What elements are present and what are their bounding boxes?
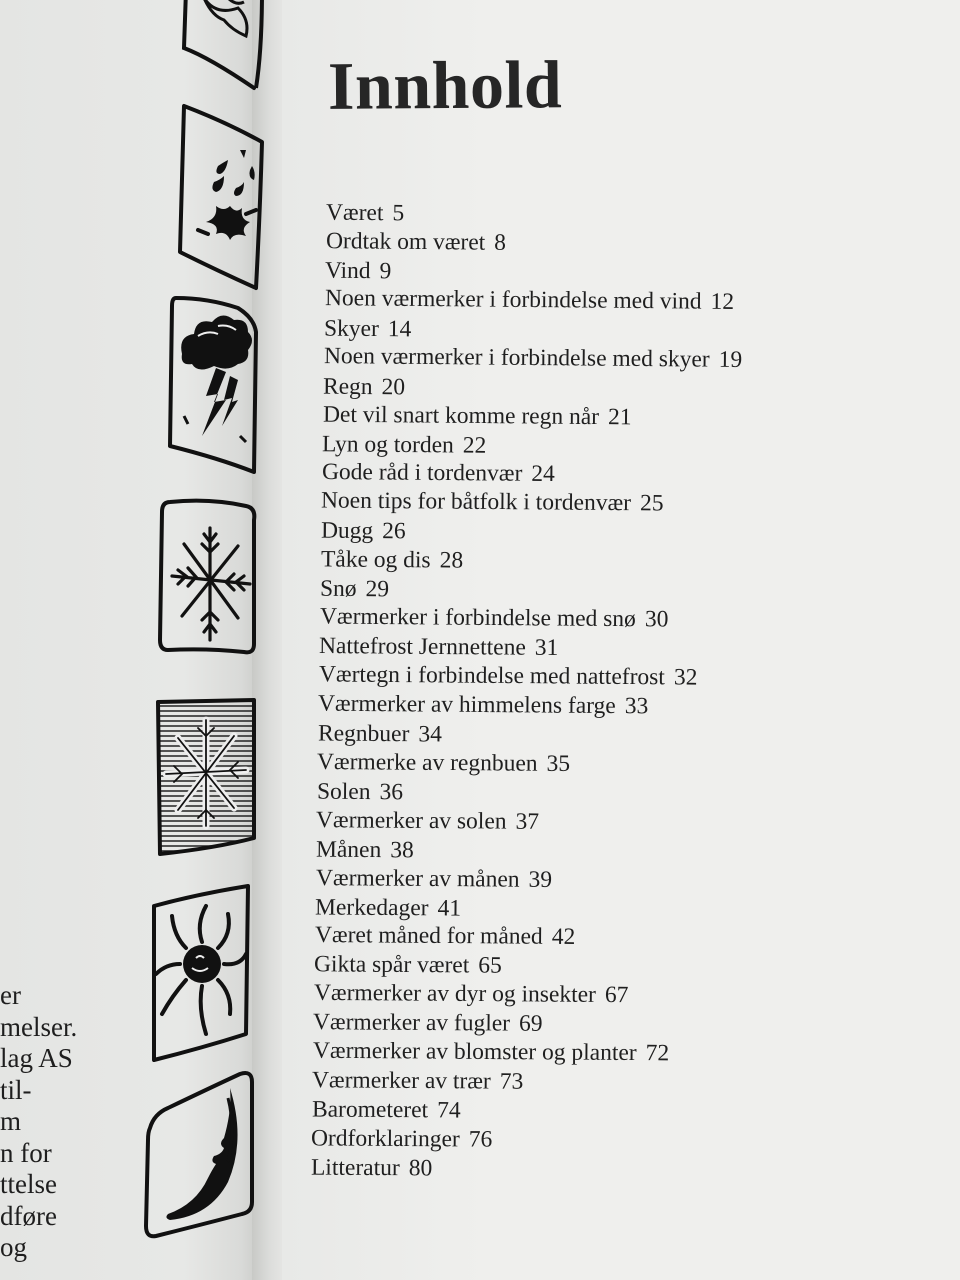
page-title: Innhold	[327, 46, 563, 124]
toc-entry	[312, 1097, 461, 1125]
toc-entry	[313, 1009, 543, 1038]
toc-entry	[316, 807, 539, 836]
toc-entry	[315, 922, 575, 951]
toc-entry	[311, 1125, 492, 1153]
thundercloud-lightning-icon	[168, 296, 260, 476]
toc-entry-page: 8	[493, 229, 506, 256]
left-page-line: dføre	[0, 1200, 57, 1231]
toc-entry-page: 38	[390, 836, 414, 864]
toc-entry-page: 26	[382, 518, 406, 545]
left-page-line: er	[0, 980, 21, 1010]
toc-entry	[314, 980, 629, 1009]
toc-entry	[311, 1155, 432, 1183]
toc-entry	[313, 1038, 669, 1068]
toc-entry-page: 25	[640, 490, 665, 517]
toc-entry	[322, 431, 487, 459]
toc-entry	[325, 258, 392, 286]
toc-entry-title: Værmerker av dyr og insekter	[313, 980, 596, 1009]
toc-entry	[317, 749, 570, 778]
toc-entry-title: Værmerker av trær	[312, 1067, 492, 1095]
toc-entry-title: Merkedager	[314, 893, 429, 921]
crescent-moon-icon	[144, 1070, 256, 1240]
toc-entry-title: Været	[325, 199, 384, 227]
left-page-text	[0, 980, 120, 1264]
toc-entry-page: 76	[469, 1126, 493, 1153]
toc-entry-title: Lyn og torden	[322, 430, 455, 458]
toc-entry-title: Værmerker i forbindelse med snø	[319, 603, 636, 633]
toc-entry	[325, 228, 505, 257]
toc-entry	[320, 604, 669, 634]
toc-entry	[315, 865, 551, 894]
toc-entry-page: 24	[531, 461, 555, 488]
toc-entry-page: 39	[528, 866, 552, 893]
toc-entry-page: 42	[551, 924, 575, 951]
toc-entry-title: Det vil snart komme regn når	[322, 401, 599, 430]
toc-entry-page: 20	[381, 373, 406, 400]
left-page-line: melser.	[0, 1011, 78, 1042]
toc-entry-title: Ordforklaringer	[311, 1125, 461, 1153]
toc-entry-title: Noen værmerker i forbindelse med skyer	[323, 342, 710, 373]
toc-entry	[320, 547, 462, 575]
toc-entry-title: Gikta spår været	[314, 951, 470, 979]
toc-entry	[324, 315, 412, 343]
toc-entry	[318, 720, 442, 748]
toc-entry-title: Solen	[316, 778, 371, 805]
toc-entry-title: Værmerker av månen	[315, 864, 520, 893]
toc-entry-page: 9	[379, 258, 392, 285]
toc-entry-title: Nattefrost Jernnettene	[319, 633, 527, 661]
weather-icon-column	[140, 0, 270, 1280]
toc-entry-page: 69	[519, 1010, 543, 1038]
left-page-line: m	[0, 1106, 22, 1136]
toc-entry	[320, 576, 389, 604]
toc-entry-page: 67	[604, 982, 629, 1009]
toc-entry-page: 31	[534, 634, 559, 662]
left-page-line: lag AS	[0, 1043, 73, 1073]
toc-entry-page: 37	[515, 808, 540, 835]
left-page-line: til-	[0, 1074, 32, 1105]
toc-entry	[319, 633, 559, 662]
toc-entry-page: 34	[418, 721, 442, 748]
rain-drops-icon	[176, 102, 266, 292]
toc-entry-title: Været måned for måned	[314, 922, 543, 951]
toc-entry-title: Regn	[323, 373, 373, 400]
toc-entry-page: 21	[607, 403, 632, 430]
toc-entry-title: Barometeret	[311, 1096, 429, 1124]
snowflake-fog-icon	[156, 698, 256, 856]
toc-entry-page: 35	[546, 750, 571, 777]
toc-entry-page: 22	[463, 432, 487, 459]
toc-entry-page: 80	[408, 1155, 433, 1182]
toc-entry-title: Værtegn i forbindelse med nattefrost	[318, 661, 665, 691]
toc-entry-page: 5	[392, 200, 405, 227]
toc-entry-title: Ordtak om været	[325, 228, 485, 256]
toc-entry	[312, 1067, 524, 1096]
toc-entry-title: Månen	[315, 836, 382, 863]
toc-entry-title: Værmerker av solen	[316, 806, 508, 835]
toc-entry-page: 72	[645, 1040, 670, 1067]
toc-entry-title: Værmerker av blomster og planter	[312, 1037, 637, 1067]
left-page-line: n for	[0, 1137, 52, 1168]
toc-entry	[323, 401, 632, 431]
snowflake-icon	[160, 498, 256, 656]
toc-entry-page: 65	[478, 952, 503, 980]
toc-entry	[317, 778, 403, 806]
toc-entry	[326, 200, 404, 228]
toc-entry	[318, 691, 648, 721]
wind-cloud-icon	[180, 0, 270, 100]
toc-entry-page: 73	[500, 1068, 524, 1095]
toc-entry-title: Værmerker av fugler	[313, 1009, 511, 1037]
toc-entry-title: Regnbuer	[317, 720, 410, 748]
toc-entry-title: Skyer	[324, 315, 380, 342]
toc-entry-title: Gode råd i tordenvær	[321, 459, 523, 488]
toc-entry-page: 30	[644, 606, 669, 633]
toc-entry-title: Tåke og dis	[320, 546, 431, 574]
toc-entry-page: 14	[387, 315, 412, 343]
toc-entry	[314, 952, 502, 980]
toc-entry-title: Dugg	[320, 517, 374, 545]
toc-entry-title: Vind	[324, 257, 371, 284]
toc-entry-page: 36	[379, 778, 404, 806]
toc-entry-page: 19	[718, 346, 743, 373]
toc-entry	[323, 373, 405, 401]
left-page-line: og	[0, 1232, 27, 1262]
toc-entry-page: 33	[624, 693, 649, 720]
toc-entry-page: 29	[365, 576, 390, 603]
toc-entry-title: Noen værmerker i forbindelse med vind	[324, 284, 702, 315]
toc-entry	[321, 488, 664, 518]
toc-entry	[315, 894, 461, 922]
toc-entry	[319, 661, 698, 691]
toc-entry-page: 74	[436, 1097, 461, 1124]
toc-entry	[322, 459, 555, 488]
toc-entry	[316, 836, 414, 864]
sun-rays-icon	[148, 884, 252, 1064]
toc-entry-page: 28	[439, 547, 463, 574]
toc-entry-title: Værmerke av regnbuen	[317, 748, 539, 777]
toc-entry-title: Litteratur	[310, 1154, 400, 1182]
toc-entry-page: 41	[437, 894, 462, 922]
toc-entry-title: Snø	[319, 575, 357, 603]
toc-entry	[324, 343, 742, 374]
toc-entry-page: 32	[673, 664, 698, 691]
toc-entry	[325, 285, 734, 316]
left-page-line: ttelse	[0, 1169, 57, 1199]
toc-entry-title: Værmerker av himmelens farge	[318, 690, 617, 720]
toc-entry-page: 12	[710, 288, 734, 315]
toc-entry-title: Noen tips for båtfolk i tordenvær	[321, 487, 632, 517]
toc-entry	[321, 518, 406, 546]
